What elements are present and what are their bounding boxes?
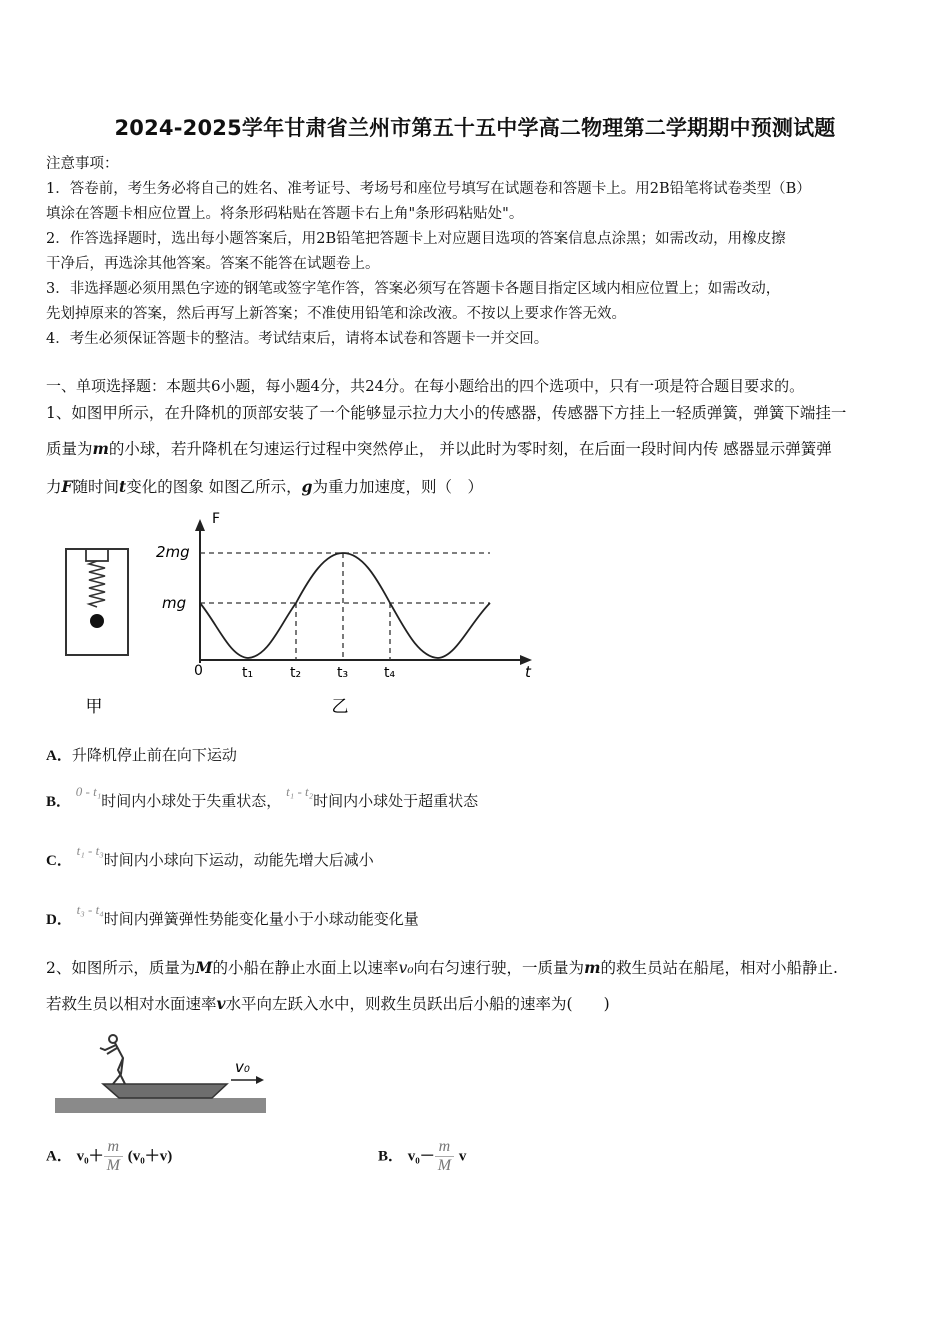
notes-heading: 注意事项：	[46, 156, 119, 172]
note-line: 先划掉原来的答案，然后再写上新答案；不准使用铅笔和涂改液。不按以上要求作答无效。	[46, 306, 626, 322]
fraction: $\frac{m}{M}$	[435, 1138, 454, 1175]
x-tick: t₄	[384, 665, 396, 681]
velocity-label: v₀	[235, 1058, 250, 1076]
boat-icon	[103, 1084, 227, 1098]
ball-icon	[90, 614, 104, 628]
section-heading: 一、单项选择题：本题共6小题，每小题4分，共24分。在每小题给出的四个选项中，只有一项是符合题目要求的。	[46, 377, 805, 395]
spring-icon	[89, 561, 105, 607]
question-1-line: 力F随时间t变化的图象 如图乙所示，g为重力加速度，则（ ）	[46, 477, 484, 496]
question-2-line: 2、如图所示，质量为M的小船在静止水面上以速率v₀向右匀速行驶，一质量为m的救生员站在船尾，相对小船静止.	[46, 958, 838, 977]
option-c: C． t₁ - t₃时间内小球向下运动，动能先增大后减小	[46, 843, 374, 869]
force-curve	[200, 553, 490, 658]
lifeguard-icon	[100, 1035, 125, 1084]
fraction: $\frac{m}{M}$	[104, 1138, 123, 1175]
question-2-line: 若救生员以相对水面速率v水平向左跃入水中，则救生员跃出后小船的速率为( )	[46, 994, 610, 1013]
note-line: 2．作答选择题时，选出每小题答案后，用2B铅笔把答题卡上对应题目选项的答案信息点涂黑；如需改动，用橡皮擦	[46, 231, 786, 247]
x-axis-label: t	[525, 663, 531, 681]
option-b: B． 0 - t₁时间内小球处于失重状态， t₁ - t₂时间内小球处于超重状态	[46, 784, 479, 810]
q2-option-b: B． v₀－ $\frac{m}{M}$ v	[378, 1138, 467, 1174]
note-line: 3．非选择题必须用黑色字迹的钢笔或签字笔作答，答案必须写在答题卡各题目指定区域内相应位置上；如需改动，	[46, 281, 781, 297]
q2-option-a: A． v₀＋ $\frac{m}{M}$ (v₀＋v)	[46, 1138, 173, 1174]
option-d: D． t₃ - t₄时间内弹簧弹性势能变化量小于小球动能变化量	[46, 902, 419, 928]
page-title: 2024-2025学年甘肃省兰州市第五十五中学高二物理第二学期期中预测试题	[114, 116, 836, 140]
water-surface	[55, 1098, 266, 1113]
note-line: 4．考生必须保证答题卡的整洁。考试结束后，请将本试卷和答题卡一并交回。	[46, 331, 549, 347]
x-tick: t₂	[290, 665, 302, 681]
arrow-right-icon	[256, 1076, 264, 1084]
y-tick-2mg: 2mg	[156, 543, 190, 561]
x-tick: t₃	[337, 665, 349, 681]
force-time-graph	[150, 505, 550, 720]
y-tick-mg: mg	[162, 594, 187, 612]
note-line: 干净后，再选涂其他答案。答案不能答在试题卷上。	[46, 256, 380, 272]
figure-yi-label: 乙	[331, 697, 349, 717]
question-1-line: 1、如图甲所示，在升降机的顶部安装了一个能够显示拉力大小的传感器，传感器下方挂上一轻质弹簧，弹簧下端挂一	[46, 404, 847, 422]
figure-jia-label: 甲	[85, 697, 103, 717]
elevator-figure	[60, 540, 140, 720]
question-1-line: 质量为m的小球，若升降机在匀速运行过程中突然停止， 并以此时为零时刻，在后面一段时间内传 感器显示弹簧弹	[46, 439, 832, 458]
boat-figure	[55, 1028, 270, 1120]
note-line: 填涂在答题卡相应位置上。将条形码粘贴在答题卡右上角"条形码粘贴处"。	[46, 206, 524, 222]
x-tick: 0	[194, 663, 203, 679]
sensor-icon	[86, 549, 108, 561]
note-line: 1．答卷前，考生务必将自己的姓名、准考证号、考场号和座位号填写在试题卷和答题卡上。用2B铅笔将试卷类型（B）	[46, 181, 811, 197]
option-a: A．升降机停止前在向下运动	[46, 746, 237, 764]
y-axis-label: F	[212, 511, 221, 527]
x-tick: t₁	[242, 665, 254, 681]
